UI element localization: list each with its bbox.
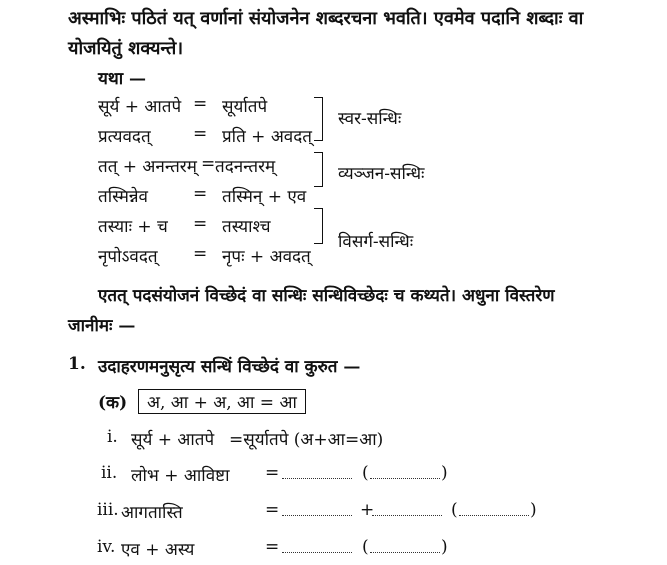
exercise-2-answer-blank[interactable] — [282, 464, 352, 479]
exercise-2-text: लोभ + आविष्टा — [131, 466, 230, 486]
exercise-2-rule-blank[interactable] — [370, 464, 440, 479]
exercise-3-part1-blank[interactable] — [282, 501, 352, 516]
exercise-4-text: एव + अस्य — [121, 540, 195, 560]
example-6-left: नृपोऽवदत् — [98, 247, 158, 267]
example-2-right: प्रति + अवदत् — [222, 127, 312, 147]
yatha-label: यथा — — [98, 69, 147, 89]
exercise-3-rule-blank[interactable] — [459, 501, 529, 516]
rule-box: अ, आ + अ, आ = आ — [138, 389, 306, 414]
subsection-label: (क) — [98, 393, 128, 413]
example-4-left: तस्मिन्नेव — [98, 187, 149, 207]
example-2-eq: = — [193, 124, 208, 144]
exercise-1-number: i. — [107, 427, 118, 447]
example-3-left: तत् + अनन्तरम् — [98, 157, 197, 177]
example-3-eq: = — [201, 154, 216, 174]
intro-line-2: योजयितुं शक्यन्ते। — [68, 38, 184, 59]
exercise-1-answer: =सूर्यातपे (अ+आ=आ) — [229, 430, 384, 450]
exercise-3-paren-close: ) — [530, 500, 537, 520]
sandhi-type-visarga: विसर्ग-सन्धिः — [338, 232, 414, 252]
example-3-right: तदनन्तरम् — [215, 157, 276, 177]
brace-visarga — [314, 208, 323, 244]
exercise-3-plus: + — [360, 500, 375, 520]
exercise-2-eq: = — [265, 463, 280, 483]
exercise-3-number: iii. — [97, 500, 119, 520]
exercise-4-paren-close: ) — [441, 537, 448, 557]
para-line-2: जानीमः — — [68, 316, 136, 336]
example-1-right: सूर्यातपे — [222, 97, 268, 117]
example-1-eq: = — [193, 94, 208, 114]
question-number: 1. — [68, 354, 86, 374]
brace-svara — [314, 97, 323, 141]
intro-line-1: अस्माभिः पठितं यत् वर्णानां संयोजनेन शब्दरचना भवति। एवमेव पदानि शब्दाः वा — [68, 8, 584, 29]
brace-vyanjana — [314, 152, 323, 187]
example-4-eq: = — [193, 184, 208, 204]
example-5-eq: = — [193, 214, 208, 234]
question-text: उदाहरणमनुसृत्य सन्धिं विच्छेदं वा कुरुत — — [98, 357, 361, 377]
para-line-1: एतत् पदसंयोजनं विच्छेदं वा सन्धिः सन्धिविच्छेदः च कथ्यते। अधुना विस्तरेण — [98, 286, 555, 306]
example-6-right: नृपः + अवदत् — [222, 247, 311, 267]
exercise-4-eq: = — [265, 537, 280, 557]
example-5-right: तस्याश्च — [222, 217, 271, 237]
example-2-left: प्रत्यवदत् — [98, 127, 151, 147]
exercise-4-answer-blank[interactable] — [282, 538, 352, 553]
example-1-left: सूर्य + आतपे — [98, 97, 182, 117]
example-4-right: तस्मिन् + एव — [222, 187, 307, 207]
exercise-4-rule-blank[interactable] — [370, 538, 440, 553]
exercise-2-paren-close: ) — [441, 463, 448, 483]
exercise-3-part2-blank[interactable] — [372, 501, 442, 516]
example-6-eq: = — [193, 244, 208, 264]
exercise-3-paren-open: ( — [451, 500, 458, 520]
exercise-4-number: iv. — [97, 537, 116, 557]
exercise-2-paren-open: ( — [362, 463, 369, 483]
sandhi-type-svara: स्वर-सन्धिः — [338, 109, 402, 129]
exercise-3-text: आगतास्ति — [121, 503, 183, 523]
sandhi-type-vyanjana: व्यञ्जन-सन्धिः — [338, 164, 425, 184]
exercise-4-paren-open: ( — [362, 537, 369, 557]
example-5-left: तस्याः + च — [98, 217, 168, 237]
exercise-3-eq: = — [265, 500, 280, 520]
exercise-2-number: ii. — [101, 463, 118, 483]
exercise-1-text: सूर्य + आतपे — [131, 430, 215, 450]
